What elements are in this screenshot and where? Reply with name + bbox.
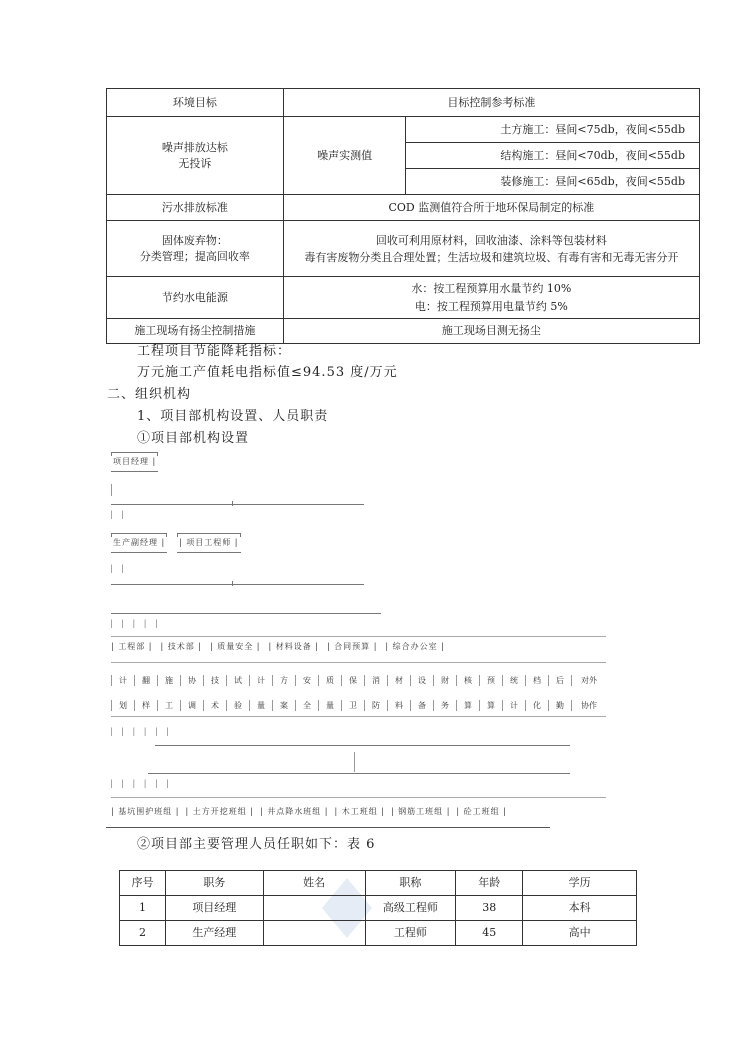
org-box-label: 项目经理 [113,457,149,466]
solid-waste-goal-line2: 分类管理；提高回收率 [139,249,250,263]
org-duty-cell: 量 [249,700,272,711]
org-duty-cell: 勤 [548,700,571,711]
org-duty-cell: 料 [387,700,410,711]
cell-title: 工程师 [365,921,456,946]
org-duty-cell: 协 [180,675,203,686]
org-duty-cell: 备 [410,700,433,711]
header-standard: 目标控制参考标准 [283,89,699,117]
org-department: | 合同预算 | [326,642,378,651]
cell-no: 1 [120,896,166,921]
org-box-deputy-manager: 生产副经理 | [111,533,167,553]
table-row [107,195,700,221]
solid-waste-standard-line1: 回收可利用原材料，回收油漆、涂料等包装材料 [375,233,607,247]
sewage-goal: 污水排放标准 [107,195,284,221]
noise-structure: 结构施工：昼间<70db，夜间<55db [406,143,700,169]
org-duty-cell: 方 [272,675,295,686]
org-duty-cell: 核 [456,675,479,686]
org-duty-cell: 财 [433,675,456,686]
org-duty-cell: 保 [341,675,364,686]
connector [111,662,606,663]
org-box-project-engineer: | 项目工程师 | [177,533,241,553]
cell-education: 高中 [523,921,637,946]
org-duty-cell: 计 [111,675,134,686]
org-duty-cell: 全 [295,700,318,711]
cell-position: 生产经理 [165,921,263,946]
noise-decoration: 装修施工：昼间<65db，夜间<55db [406,169,700,195]
connector [148,773,570,774]
org-department: | 综合办公室 | [385,642,445,651]
connector [232,501,233,506]
org-team: | 基坑围护班组 | [111,807,180,816]
connector [111,797,606,798]
org-duty-cell: 消 [364,675,387,686]
org-duty-cell: 试 [226,675,249,686]
org-duty-cell: 验 [226,700,249,711]
subsection-heading: 1、项目部机构设置、人员职责 [137,409,329,424]
bars: | | | | | | [110,779,172,788]
org-duty-cell: 案 [272,700,295,711]
bars: | | | | | | [110,727,172,736]
noise-goal-line1: 噪声排放达标 [161,140,228,154]
org-duty-cell: 质 [318,675,341,686]
cell-name [263,896,365,921]
dust-goal: 施工现场有扬尘控制措施 [107,319,284,344]
header-title: 职称 [365,871,456,896]
bars: | | [110,510,127,519]
org-duty-cell: 划 [111,700,134,711]
energy-standard-electric: 电：按工程预算用电量节约 5% [414,299,568,313]
org-team: | 木工班组 | [334,807,385,816]
org-duty-cell: 技 [203,675,226,686]
org-box-label: 项目工程师 [186,538,232,547]
org-duty-cell: 对外 [571,675,606,686]
org-duty-cell: 样 [134,700,157,711]
solid-waste-standard-line2: 毒有害废物分类且合理处置；生活垃圾和建筑垃圾、有毒有害和无毒无害分开 [304,250,679,264]
connector [111,716,606,717]
org-duty-cell: 计 [502,700,525,711]
solid-waste-standard [283,221,699,277]
energy-index-title: 工程项目节能降耗指标： [137,344,292,359]
cell-education: 本科 [523,896,637,921]
org-duty-cell: 化 [525,700,548,711]
org-duty-cell: 卫 [341,700,364,711]
org-box-project-manager: 项目经理 | [111,452,158,472]
header-env-goal: 环境目标 [107,89,284,117]
cell-title: 高级工程师 [365,896,456,921]
org-duty-cell: 防 [364,700,387,711]
org-duty-cell: 工 [157,700,180,711]
department-row [111,641,453,652]
org-team: | 井点降水班组 | [259,807,329,816]
org-team: | 钢筋工班组 | [390,807,451,816]
energy-standard-water: 水：按工程预算用水量节约 10% [411,281,572,295]
org-duty-cell: 预 [479,675,502,686]
cell-position: 项目经理 [165,896,263,921]
energy-standard [283,277,699,319]
org-duty-cell: 统 [502,675,525,686]
org-duty-cell: 调 [180,700,203,711]
connector [111,504,364,505]
cell-age: 38 [456,896,523,921]
divider [106,827,550,828]
org-duty-cell: 务 [433,700,456,711]
item2-heading: ②项目部主要管理人员任职如下：表 6 [137,837,376,852]
connector [111,636,606,637]
cell-age: 45 [456,921,523,946]
noise-earthwork: 土方施工：昼间<75db，夜间<55db [406,117,700,143]
item1-heading: ①项目部机构设置 [137,431,250,446]
header-name: 姓名 [263,871,365,896]
org-duty-cell: 施 [157,675,180,686]
table-header-row [107,89,700,117]
org-duty-cell: 档 [525,675,548,686]
table-row [107,221,700,277]
table-row [120,921,637,946]
noise-measure: 噪声实测值 [283,117,406,195]
table-row [107,277,700,319]
connector [354,752,355,772]
noise-goal [107,117,284,195]
table-row [120,896,637,921]
org-team: | 土方开挖班组 | [185,807,254,816]
header-no: 序号 [120,871,166,896]
connector [155,745,570,746]
section-heading-org: 二、组织机构 [107,387,192,402]
header-age: 年龄 [456,871,523,896]
solid-waste-goal-line1: 固体废弃物： [161,233,228,247]
connector [111,484,112,496]
org-department: | 技术部 | [160,642,202,651]
bars: | | | | | [110,619,161,628]
org-duty-cell: 术 [203,700,226,711]
cell-no: 2 [120,921,166,946]
noise-goal-line2: 无投诉 [178,156,212,170]
header-education: 学历 [523,871,637,896]
org-department: | 材料设备 | [268,642,319,651]
energy-index-value: 万元施工产值耗电指标值≤94.53 度/万元 [137,365,398,380]
org-duty-cell: 后 [548,675,571,686]
org-duty-cell: 协作 [571,700,606,711]
org-duty-cell: 设 [410,675,433,686]
solid-waste-goal [107,221,284,277]
team-row [111,806,513,817]
org-duty-cell: 计 [249,675,272,686]
duty-row-top [111,675,606,686]
cell-name [263,921,365,946]
sewage-standard: COD 监测值符合所于地环保局制定的标准 [283,195,699,221]
header-position: 职务 [165,871,263,896]
connector [232,581,233,586]
org-duty-cell: 算 [479,700,502,711]
duty-row-bottom [111,700,606,711]
bars: | | [110,564,127,573]
org-duty-cell: 翻 [134,675,157,686]
org-duty-cell: 材 [387,675,410,686]
org-department: | 工程部 | [111,642,153,651]
org-department: | 质量安全 | [209,642,261,651]
dust-standard: 施工现场目测无扬尘 [283,319,699,344]
org-box-label: 生产副经理 [113,538,158,547]
connector [111,613,381,614]
environment-target-table [106,88,700,344]
table-row [107,117,700,143]
table-header-row [120,871,637,896]
org-team: | 砼工班组 | [456,807,507,816]
staff-table [119,870,637,946]
org-duty-cell: 算 [456,700,479,711]
connector [111,584,364,585]
org-duty-cell: 量 [318,700,341,711]
org-duty-cell: 安 [295,675,318,686]
energy-goal: 节约水电能源 [107,277,284,319]
